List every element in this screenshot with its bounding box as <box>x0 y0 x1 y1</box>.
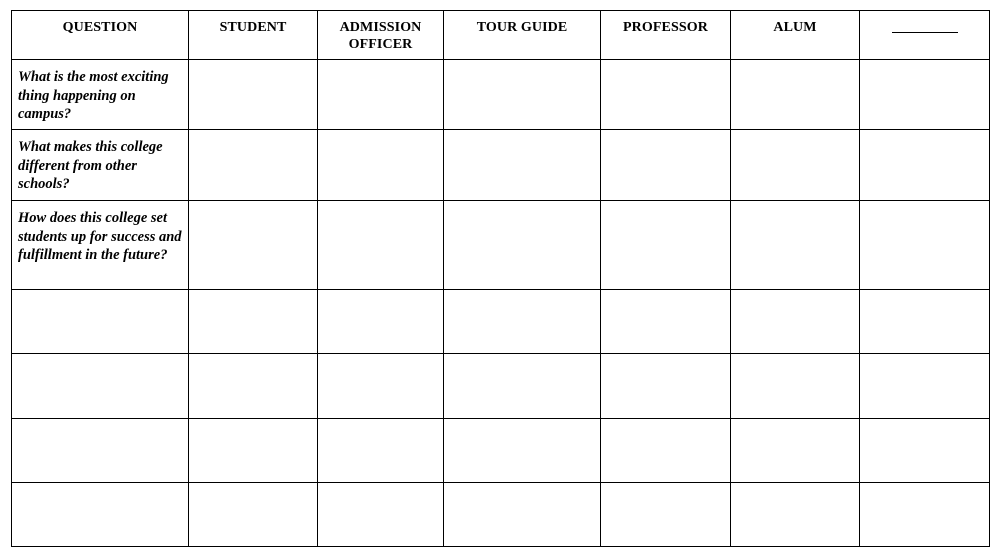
student-cell[interactable] <box>189 419 318 483</box>
professor-cell[interactable] <box>601 130 731 201</box>
tour-guide-cell[interactable] <box>444 483 601 547</box>
table-row <box>12 483 990 547</box>
student-cell[interactable] <box>189 354 318 419</box>
student-cell[interactable] <box>189 201 318 290</box>
header-alum: ALUM <box>731 11 860 60</box>
blank-column-cell[interactable] <box>860 290 990 354</box>
header-blank <box>860 11 990 60</box>
student-cell[interactable] <box>189 130 318 201</box>
table-row <box>12 60 990 130</box>
question-cell[interactable] <box>12 354 189 419</box>
tour-guide-cell[interactable] <box>444 290 601 354</box>
header-admission-officer <box>318 11 444 60</box>
header-admission-officer-label: ADMISSION OFFICER <box>339 20 422 52</box>
admission-officer-cell[interactable] <box>318 290 444 354</box>
alum-cell[interactable] <box>731 354 860 419</box>
table-row <box>12 419 990 483</box>
table-row <box>12 201 990 290</box>
blank-column-cell[interactable] <box>860 201 990 290</box>
header-tour-guide: TOUR GUIDE <box>444 11 601 60</box>
header-student: STUDENT <box>189 11 318 60</box>
table-row <box>12 290 990 354</box>
header-question: QUESTION <box>12 11 189 60</box>
blank-column-cell[interactable] <box>860 354 990 419</box>
alum-cell[interactable] <box>731 290 860 354</box>
professor-cell[interactable] <box>601 201 731 290</box>
tour-guide-cell[interactable] <box>444 60 601 130</box>
question-cell: What makes this college different from other schools? <box>12 130 189 201</box>
header-row <box>12 11 990 60</box>
table-row <box>12 354 990 419</box>
alum-cell[interactable] <box>731 130 860 201</box>
question-cell[interactable] <box>12 290 189 354</box>
professor-cell[interactable] <box>601 60 731 130</box>
alum-cell[interactable] <box>731 60 860 130</box>
question-cell[interactable] <box>12 483 189 547</box>
alum-cell[interactable] <box>731 483 860 547</box>
admission-officer-cell[interactable] <box>318 201 444 290</box>
student-cell[interactable] <box>189 290 318 354</box>
blank-column-cell[interactable] <box>860 419 990 483</box>
alum-cell[interactable] <box>731 201 860 290</box>
tour-guide-cell[interactable] <box>444 130 601 201</box>
blank-column-cell[interactable] <box>860 483 990 547</box>
question-grid-table <box>11 10 990 547</box>
admission-officer-cell[interactable] <box>318 354 444 419</box>
admission-officer-cell[interactable] <box>318 130 444 201</box>
tour-guide-cell[interactable] <box>444 201 601 290</box>
question-cell: How does this college set students up for success and fulfillment in the future? <box>12 201 189 290</box>
tour-guide-cell[interactable] <box>444 354 601 419</box>
tour-guide-cell[interactable] <box>444 419 601 483</box>
student-cell[interactable] <box>189 60 318 130</box>
table-row <box>12 130 990 201</box>
alum-cell[interactable] <box>731 419 860 483</box>
question-cell[interactable] <box>12 419 189 483</box>
blank-column-cell[interactable] <box>860 60 990 130</box>
professor-cell[interactable] <box>601 354 731 419</box>
admission-officer-cell[interactable] <box>318 60 444 130</box>
professor-cell[interactable] <box>601 419 731 483</box>
question-cell: What is the most exciting thing happening on campus? <box>12 60 189 130</box>
header-professor: PROFESSOR <box>601 11 731 60</box>
student-cell[interactable] <box>189 483 318 547</box>
blank-column-cell[interactable] <box>860 130 990 201</box>
professor-cell[interactable] <box>601 290 731 354</box>
admission-officer-cell[interactable] <box>318 483 444 547</box>
header-blank-line <box>892 19 958 33</box>
professor-cell[interactable] <box>601 483 731 547</box>
admission-officer-cell[interactable] <box>318 419 444 483</box>
